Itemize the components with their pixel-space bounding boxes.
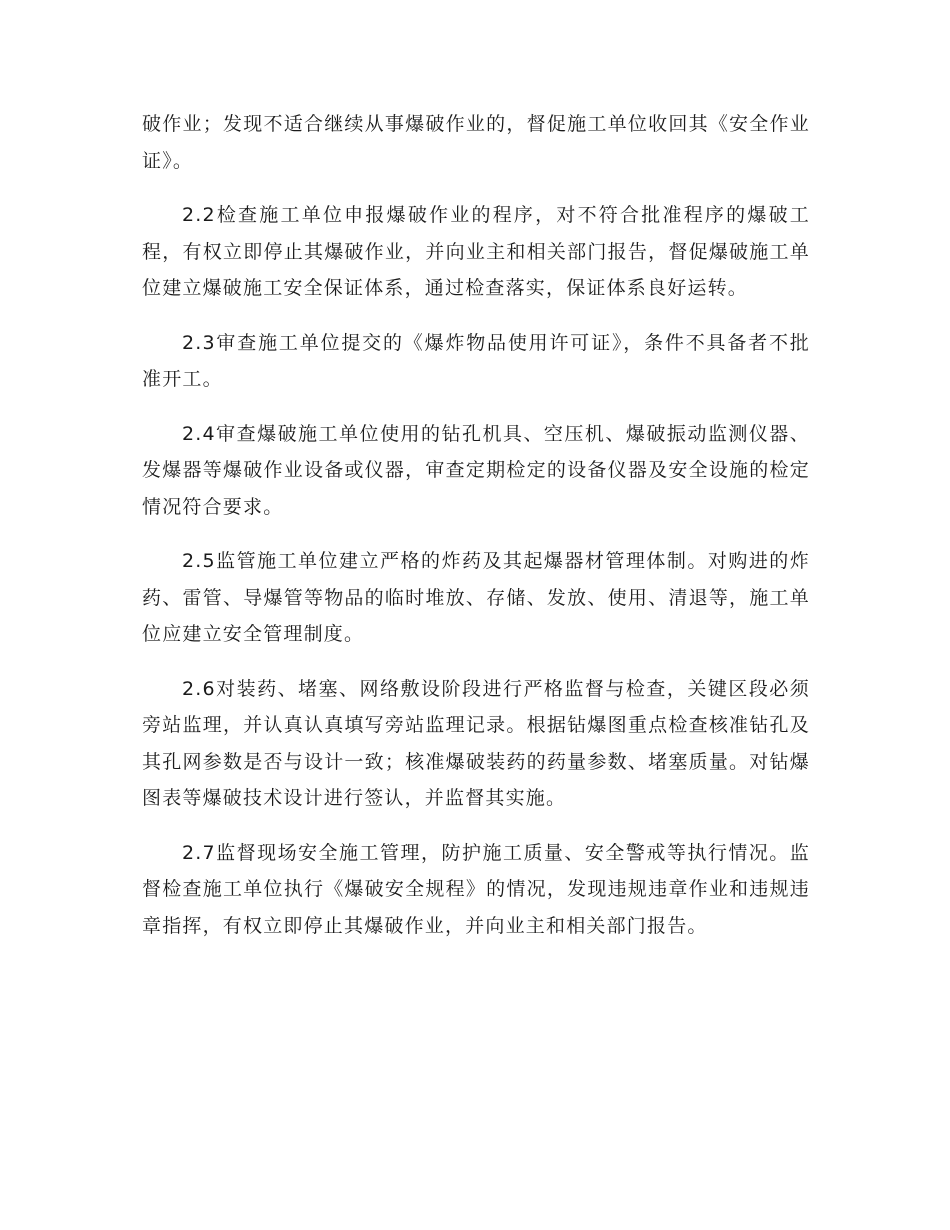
paragraph-continuation: 破作业；发现不适合继续从事爆破作业的，督促施工单位收回其《安全作业证》。 (142, 113, 810, 172)
paragraph-2-3: 2.3审查施工单位提交的《爆炸物品使用许可证》，条件不具备者不批准开工。 (142, 331, 810, 390)
paragraph-2-5: 2.5监管施工单位建立严格的炸药及其起爆器材管理体制。对购进的炸药、雷管、导爆管等物品的临时堆放、存储、发放、使用、清退等，施工单位应建立安全管理制度。 (142, 550, 810, 645)
paragraph-2-4: 2.4审查爆破施工单位使用的钻孔机具、空压机、爆破振动监测仪器、发爆器等爆破作业设备或仪器，审查定期检定的设备仪器及安全设施的检定情况符合要求。 (142, 422, 810, 518)
paragraph-2-6: 2.6对装药、堵塞、网络敷设阶段进行严格监督与检查，关键区段必须旁站监理，并认真认真填写旁站监理记录。根据钻爆图重点检查核准钻孔及其孔网参数是否与设计一致；核准爆破装药的药量参数、堵塞质量。对钻爆图表等爆破技术设计进行签认，并监督其实施。 (142, 677, 810, 809)
paragraph-2-2: 2.2检查施工单位申报爆破作业的程序，对不符合批准程序的爆破工程，有权立即停止其爆破作业，并向业主和相关部门报告，督促爆破施工单位建立爆破施工安全保证体系，通过检查落实，保证体系良好运转。 (142, 204, 810, 299)
document-body (142, 106, 810, 962)
paragraph-2-7: 2.7监督现场安全施工管理，防护施工质量、安全警戒等执行情况。监督检查施工单位执行《爆破安全规程》的情况，发现违规违章作业和违规违章指挥，有权立即停止其爆破作业，并向业主和相关部门报告。 (142, 841, 810, 937)
